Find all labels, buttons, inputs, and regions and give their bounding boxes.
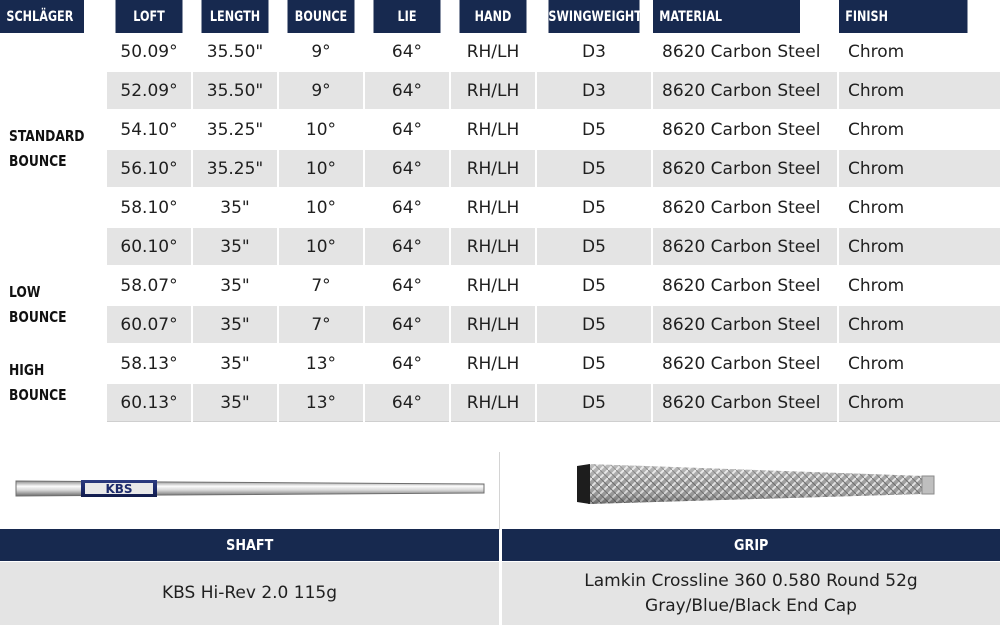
group-label-line: STANDARD — [9, 127, 85, 145]
bounce-cell: 7° — [278, 305, 364, 344]
lie-cell: 64° — [364, 110, 450, 149]
table-row — [0, 305, 1000, 344]
hand-cell: RH/LH — [450, 149, 536, 188]
swingweight-cell: D5 — [536, 383, 652, 422]
length-cell: 35" — [192, 383, 278, 422]
finish-cell: Chrom — [838, 188, 1000, 227]
loft-cell: 50.09° — [106, 33, 192, 71]
finish-cell: Chrom — [838, 344, 1000, 383]
grip-value-cell — [502, 562, 1000, 625]
swingweight-cell: D5 — [536, 110, 652, 149]
group-label-cell — [0, 344, 106, 422]
header-length: LENGTH — [201, 0, 270, 33]
lie-cell: 64° — [364, 188, 450, 227]
swingweight-cell: D3 — [536, 71, 652, 110]
material-cell: 8620 Carbon Steel — [652, 149, 838, 188]
header-schlaeger: SCHLÄGER — [0, 0, 85, 33]
material-cell: 8620 Carbon Steel — [652, 344, 838, 383]
hand-cell: RH/LH — [450, 227, 536, 266]
material-cell: 8620 Carbon Steel — [652, 227, 838, 266]
table-row — [0, 227, 1000, 266]
length-cell: 35" — [192, 305, 278, 344]
finish-cell: Chrom — [838, 71, 1000, 110]
length-cell: 35" — [192, 227, 278, 266]
lie-cell: 64° — [364, 344, 450, 383]
bounce-cell: 10° — [278, 110, 364, 149]
header-material: MATERIAL — [652, 0, 801, 33]
lie-cell: 64° — [364, 266, 450, 305]
material-cell: 8620 Carbon Steel — [652, 188, 838, 227]
swingweight-cell: D5 — [536, 227, 652, 266]
group-label-line: BOUNCE — [9, 152, 67, 170]
golf-grip-icon — [576, 462, 938, 506]
shaft-header — [0, 529, 499, 561]
group-label-line: LOW — [9, 283, 41, 301]
swingweight-cell: D5 — [536, 305, 652, 344]
material-cell: 8620 Carbon Steel — [652, 71, 838, 110]
table-row — [0, 344, 1000, 383]
hand-cell: RH/LH — [450, 71, 536, 110]
length-cell: 35.50" — [192, 33, 278, 71]
finish-cell: Chrom — [838, 149, 1000, 188]
length-cell: 35.50" — [192, 71, 278, 110]
swingweight-cell: D5 — [536, 344, 652, 383]
swingweight-cell: D3 — [536, 33, 652, 71]
header-loft: LOFT — [115, 0, 184, 33]
length-cell: 35" — [192, 188, 278, 227]
finish-cell: Chrom — [838, 266, 1000, 305]
table-row — [0, 71, 1000, 110]
bounce-cell: 10° — [278, 227, 364, 266]
group-label-line: BOUNCE — [9, 385, 67, 404]
shaft-value: KBS Hi-Rev 2.0 115g — [162, 583, 337, 603]
table-header-row — [0, 0, 1000, 33]
grip-value-line-2: Gray/Blue/Black End Cap — [645, 595, 857, 616]
golf-shaft-icon — [14, 476, 486, 500]
header-lie: LIE — [373, 0, 442, 33]
material-cell: 8620 Carbon Steel — [652, 305, 838, 344]
length-cell: 35" — [192, 266, 278, 305]
loft-cell: 60.10° — [106, 227, 192, 266]
hand-cell: RH/LH — [450, 383, 536, 422]
loft-cell: 54.10° — [106, 110, 192, 149]
grip-header — [502, 529, 1000, 561]
bounce-cell: 13° — [278, 383, 364, 422]
loft-cell: 56.10° — [106, 149, 192, 188]
table-row — [0, 383, 1000, 422]
shaft-header-label: SHAFT — [225, 536, 274, 554]
loft-cell: 60.13° — [106, 383, 192, 422]
loft-cell: 58.10° — [106, 188, 192, 227]
loft-cell: 52.09° — [106, 71, 192, 110]
material-cell: 8620 Carbon Steel — [652, 266, 838, 305]
table-row — [0, 188, 1000, 227]
lie-cell: 64° — [364, 71, 450, 110]
loft-cell: 60.07° — [106, 305, 192, 344]
group-label — [9, 358, 67, 408]
group-label-line: HIGH — [9, 360, 45, 379]
group-label-cell — [0, 266, 106, 344]
grip-value-line-1: Lamkin Crossline 360 0.580 Round 52g — [584, 570, 918, 591]
length-cell: 35" — [192, 344, 278, 383]
hand-cell: RH/LH — [450, 110, 536, 149]
finish-cell: Chrom — [838, 227, 1000, 266]
swingweight-cell: D5 — [536, 188, 652, 227]
group-label-line: BOUNCE — [9, 308, 67, 326]
bounce-cell: 9° — [278, 71, 364, 110]
material-cell: 8620 Carbon Steel — [652, 383, 838, 422]
header-bounce: BOUNCE — [287, 0, 356, 33]
lie-cell: 64° — [364, 149, 450, 188]
hand-cell: RH/LH — [450, 33, 536, 71]
lie-cell: 64° — [364, 33, 450, 71]
finish-cell: Chrom — [838, 110, 1000, 149]
bounce-cell: 9° — [278, 33, 364, 71]
hand-cell: RH/LH — [450, 266, 536, 305]
hand-cell: RH/LH — [450, 344, 536, 383]
shaft-value-cell — [0, 562, 499, 625]
swingweight-cell: D5 — [536, 266, 652, 305]
finish-cell: Chrom — [838, 383, 1000, 422]
finish-cell: Chrom — [838, 305, 1000, 344]
grip-header-label: GRIP — [733, 536, 769, 554]
kbs-logo: KBS — [105, 482, 133, 496]
loft-cell: 58.13° — [106, 344, 192, 383]
header-finish: FINISH — [838, 0, 968, 33]
table-row — [0, 149, 1000, 188]
lie-cell: 64° — [364, 383, 450, 422]
group-label — [9, 124, 85, 174]
bounce-cell: 13° — [278, 344, 364, 383]
table-row — [0, 110, 1000, 149]
hand-cell: RH/LH — [450, 188, 536, 227]
section-divider — [499, 452, 500, 530]
header-swingweight: SWINGWEIGHT — [548, 0, 641, 33]
bounce-cell: 10° — [278, 188, 364, 227]
length-cell: 35.25" — [192, 110, 278, 149]
lie-cell: 64° — [364, 227, 450, 266]
table-body — [0, 33, 1000, 422]
bounce-cell: 7° — [278, 266, 364, 305]
material-cell: 8620 Carbon Steel — [652, 33, 838, 71]
lie-cell: 64° — [364, 305, 450, 344]
table-row — [0, 266, 1000, 305]
length-cell: 35.25" — [192, 149, 278, 188]
header-hand: HAND — [459, 0, 528, 33]
finish-cell: Chrom — [838, 33, 1000, 71]
material-cell: 8620 Carbon Steel — [652, 110, 838, 149]
swingweight-cell: D5 — [536, 149, 652, 188]
table-row — [0, 33, 1000, 71]
loft-cell: 58.07° — [106, 266, 192, 305]
group-label-cell — [0, 33, 106, 266]
hand-cell: RH/LH — [450, 305, 536, 344]
bounce-cell: 10° — [278, 149, 364, 188]
group-label — [9, 280, 67, 330]
